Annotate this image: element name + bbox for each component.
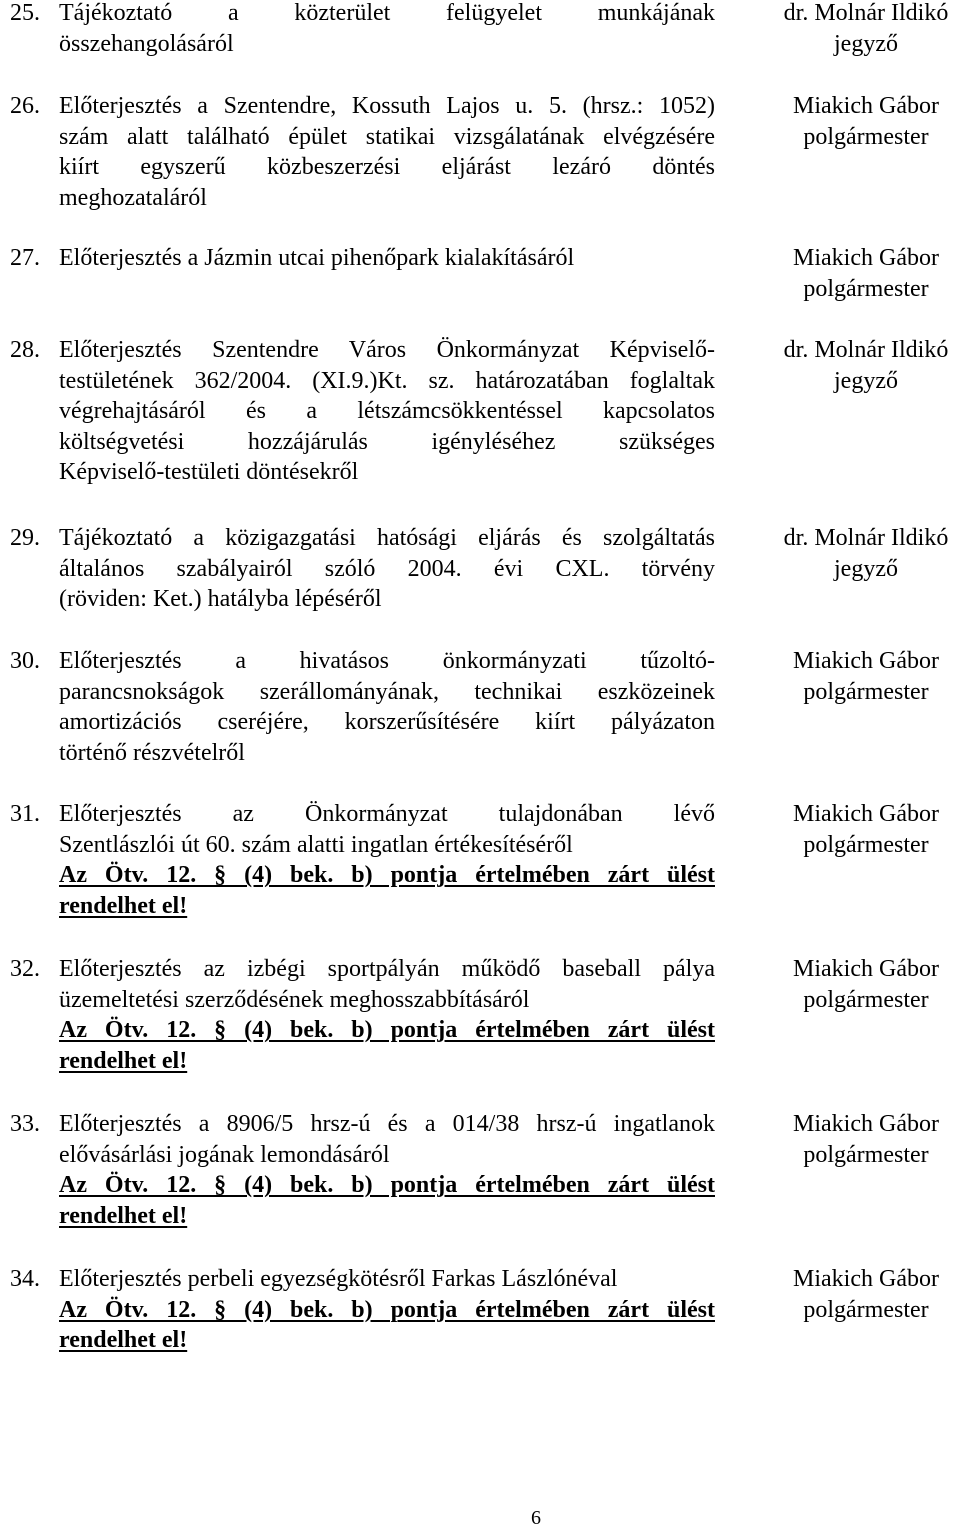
presenter-role: polgármester (803, 275, 929, 302)
agenda-item-presenter (760, 243, 960, 304)
presenter-name: Miakich Gábor (793, 93, 939, 119)
agenda-item-number: 27. (10, 245, 40, 271)
agenda-item-text (59, 799, 715, 921)
agenda-item-presenter (760, 91, 960, 152)
presenter-name: Miakich Gábor (793, 245, 939, 271)
closed-session-note: rendelhet el! (59, 1047, 188, 1074)
agenda-item-presenter (760, 799, 960, 860)
agenda-item-line: elővásárlási jogának lemondásáról (59, 1141, 390, 1168)
presenter-name: Miakich Gábor (793, 801, 939, 827)
agenda-item-number: 28. (10, 337, 40, 363)
agenda-item-number: 29. (10, 525, 40, 551)
agenda-item-presenter (760, 523, 960, 584)
agenda-item-line: szám alatt található épület statikai vizsgálatának elvégzésére (59, 123, 715, 150)
agenda-item-text (59, 523, 715, 615)
closed-session-note: Az Ötv. 12. § (4) bek. b) pontja értelmében zárt ülést (59, 1017, 715, 1044)
presenter-role: polgármester (803, 678, 929, 705)
presenter-role: polgármester (803, 1141, 929, 1168)
agenda-item-line: Tájékoztató a közigazgatási hatósági eljárás és szolgáltatás (59, 525, 715, 551)
agenda-item-line: kiírt egyszerű közbeszerzési eljárást lezáró döntés (59, 154, 715, 181)
presenter-role: polgármester (803, 1296, 929, 1323)
agenda-item-line: Előterjesztés perbeli egyezségkötésről Farkas Lászlónéval (59, 1266, 618, 1292)
agenda-item-presenter (760, 0, 960, 59)
presenter-name: dr. Molnár Ildikó (783, 0, 949, 26)
agenda-item-text (59, 646, 715, 768)
agenda-item-text (59, 0, 715, 59)
agenda-item-line: végrehajtásáról és a létszámcsökkentéssel kapcsolatos (59, 398, 715, 425)
agenda-item-line: Szentlászlói út 60. szám alatti ingatlan értékesítéséről (59, 831, 573, 858)
agenda-item-text (59, 91, 715, 213)
presenter-role: polgármester (803, 831, 929, 858)
agenda-item-number: 32. (10, 956, 40, 982)
agenda-item-text (59, 1264, 715, 1356)
agenda-item-number: 34. (10, 1266, 40, 1292)
agenda-item-text (59, 243, 715, 274)
agenda-item-presenter (760, 335, 960, 396)
agenda-item-line: amortizációs cseréjére, korszerűsítésére kiírt pályázaton (59, 709, 715, 736)
agenda-item-line: költségvetési hozzájárulás igényléséhez szükséges (59, 428, 715, 455)
agenda-item-line: Előterjesztés a Jázmin utcai pihenőpark kialakításáról (59, 245, 575, 271)
agenda-item-number: 30. (10, 648, 40, 674)
closed-session-note: rendelhet el! (59, 892, 188, 919)
agenda-item-line: történő részvételről (59, 739, 245, 766)
presenter-name: Miakich Gábor (793, 956, 939, 982)
agenda-item-line: testületének 362/2004. (XI.9.)Kt. sz. határozatában foglaltak (59, 367, 715, 394)
closed-session-note: rendelhet el! (59, 1202, 188, 1229)
agenda-item-presenter (760, 646, 960, 707)
agenda-item-line: (röviden: Ket.) hatályba lépéséről (59, 586, 382, 613)
presenter-role: polgármester (803, 986, 929, 1013)
closed-session-note: Az Ötv. 12. § (4) bek. b) pontja értelmében zárt ülést (59, 1296, 715, 1323)
agenda-item-presenter (760, 1109, 960, 1170)
agenda-item-line: Előterjesztés az Önkormányzat tulajdonában lévő (59, 801, 715, 827)
closed-session-note: Az Ötv. 12. § (4) bek. b) pontja értelmében zárt ülést (59, 1172, 715, 1199)
agenda-item-presenter (760, 1264, 960, 1325)
agenda-item-text (59, 1109, 715, 1231)
agenda-item-number: 25. (10, 0, 40, 26)
closed-session-note: Az Ötv. 12. § (4) bek. b) pontja értelmében zárt ülést (59, 862, 715, 889)
agenda-item-line: Előterjesztés a Szentendre, Kossuth Lajos u. 5. (hrsz.: 1052) (59, 93, 715, 119)
agenda-item-line: parancsnokságok szerállományának, technikai eszközeinek (59, 678, 715, 705)
presenter-name: Miakich Gábor (793, 1111, 939, 1137)
agenda-item-line: összehangolásáról (59, 30, 234, 57)
agenda-item-number: 33. (10, 1111, 40, 1137)
agenda-item-line: üzemeltetési szerződésének meghosszabbításáról (59, 986, 530, 1013)
agenda-item-line: Előterjesztés Szentendre Város Önkormányzat Képviselő- (59, 337, 715, 363)
agenda-item-text (59, 954, 715, 1076)
presenter-role: jegyző (834, 30, 898, 57)
closed-session-note: rendelhet el! (59, 1327, 188, 1354)
presenter-name: Miakich Gábor (793, 648, 939, 674)
presenter-role: jegyző (834, 555, 898, 582)
presenter-name: dr. Molnár Ildikó (783, 337, 949, 363)
agenda-item-line: Képviselő-testületi döntésekről (59, 459, 359, 486)
agenda-item-line: Előterjesztés az izbégi sportpályán működő baseball pálya (59, 956, 715, 982)
agenda-item-line: Előterjesztés a 8906/5 hrsz-ú és a 014/38 hrsz-ú ingatlanok (59, 1111, 715, 1137)
agenda-item-line: Előterjesztés a hivatásos önkormányzati tűzoltó- (59, 648, 715, 674)
agenda-item-text (59, 335, 715, 488)
page-number: 6 (531, 1507, 541, 1529)
presenter-name: dr. Molnár Ildikó (783, 525, 949, 551)
presenter-name: Miakich Gábor (793, 1266, 939, 1292)
agenda-item-line: meghozataláról (59, 184, 207, 211)
agenda-item-presenter (760, 954, 960, 1015)
agenda-item-number: 26. (10, 93, 40, 119)
presenter-role: polgármester (803, 123, 929, 150)
agenda-item-number: 31. (10, 801, 40, 827)
presenter-role: jegyző (834, 367, 898, 394)
agenda-item-line: Tájékoztató a közterület felügyelet munkájának (59, 0, 715, 26)
agenda-item-line: általános szabályairól szóló 2004. évi CXL. törvény (59, 555, 715, 582)
